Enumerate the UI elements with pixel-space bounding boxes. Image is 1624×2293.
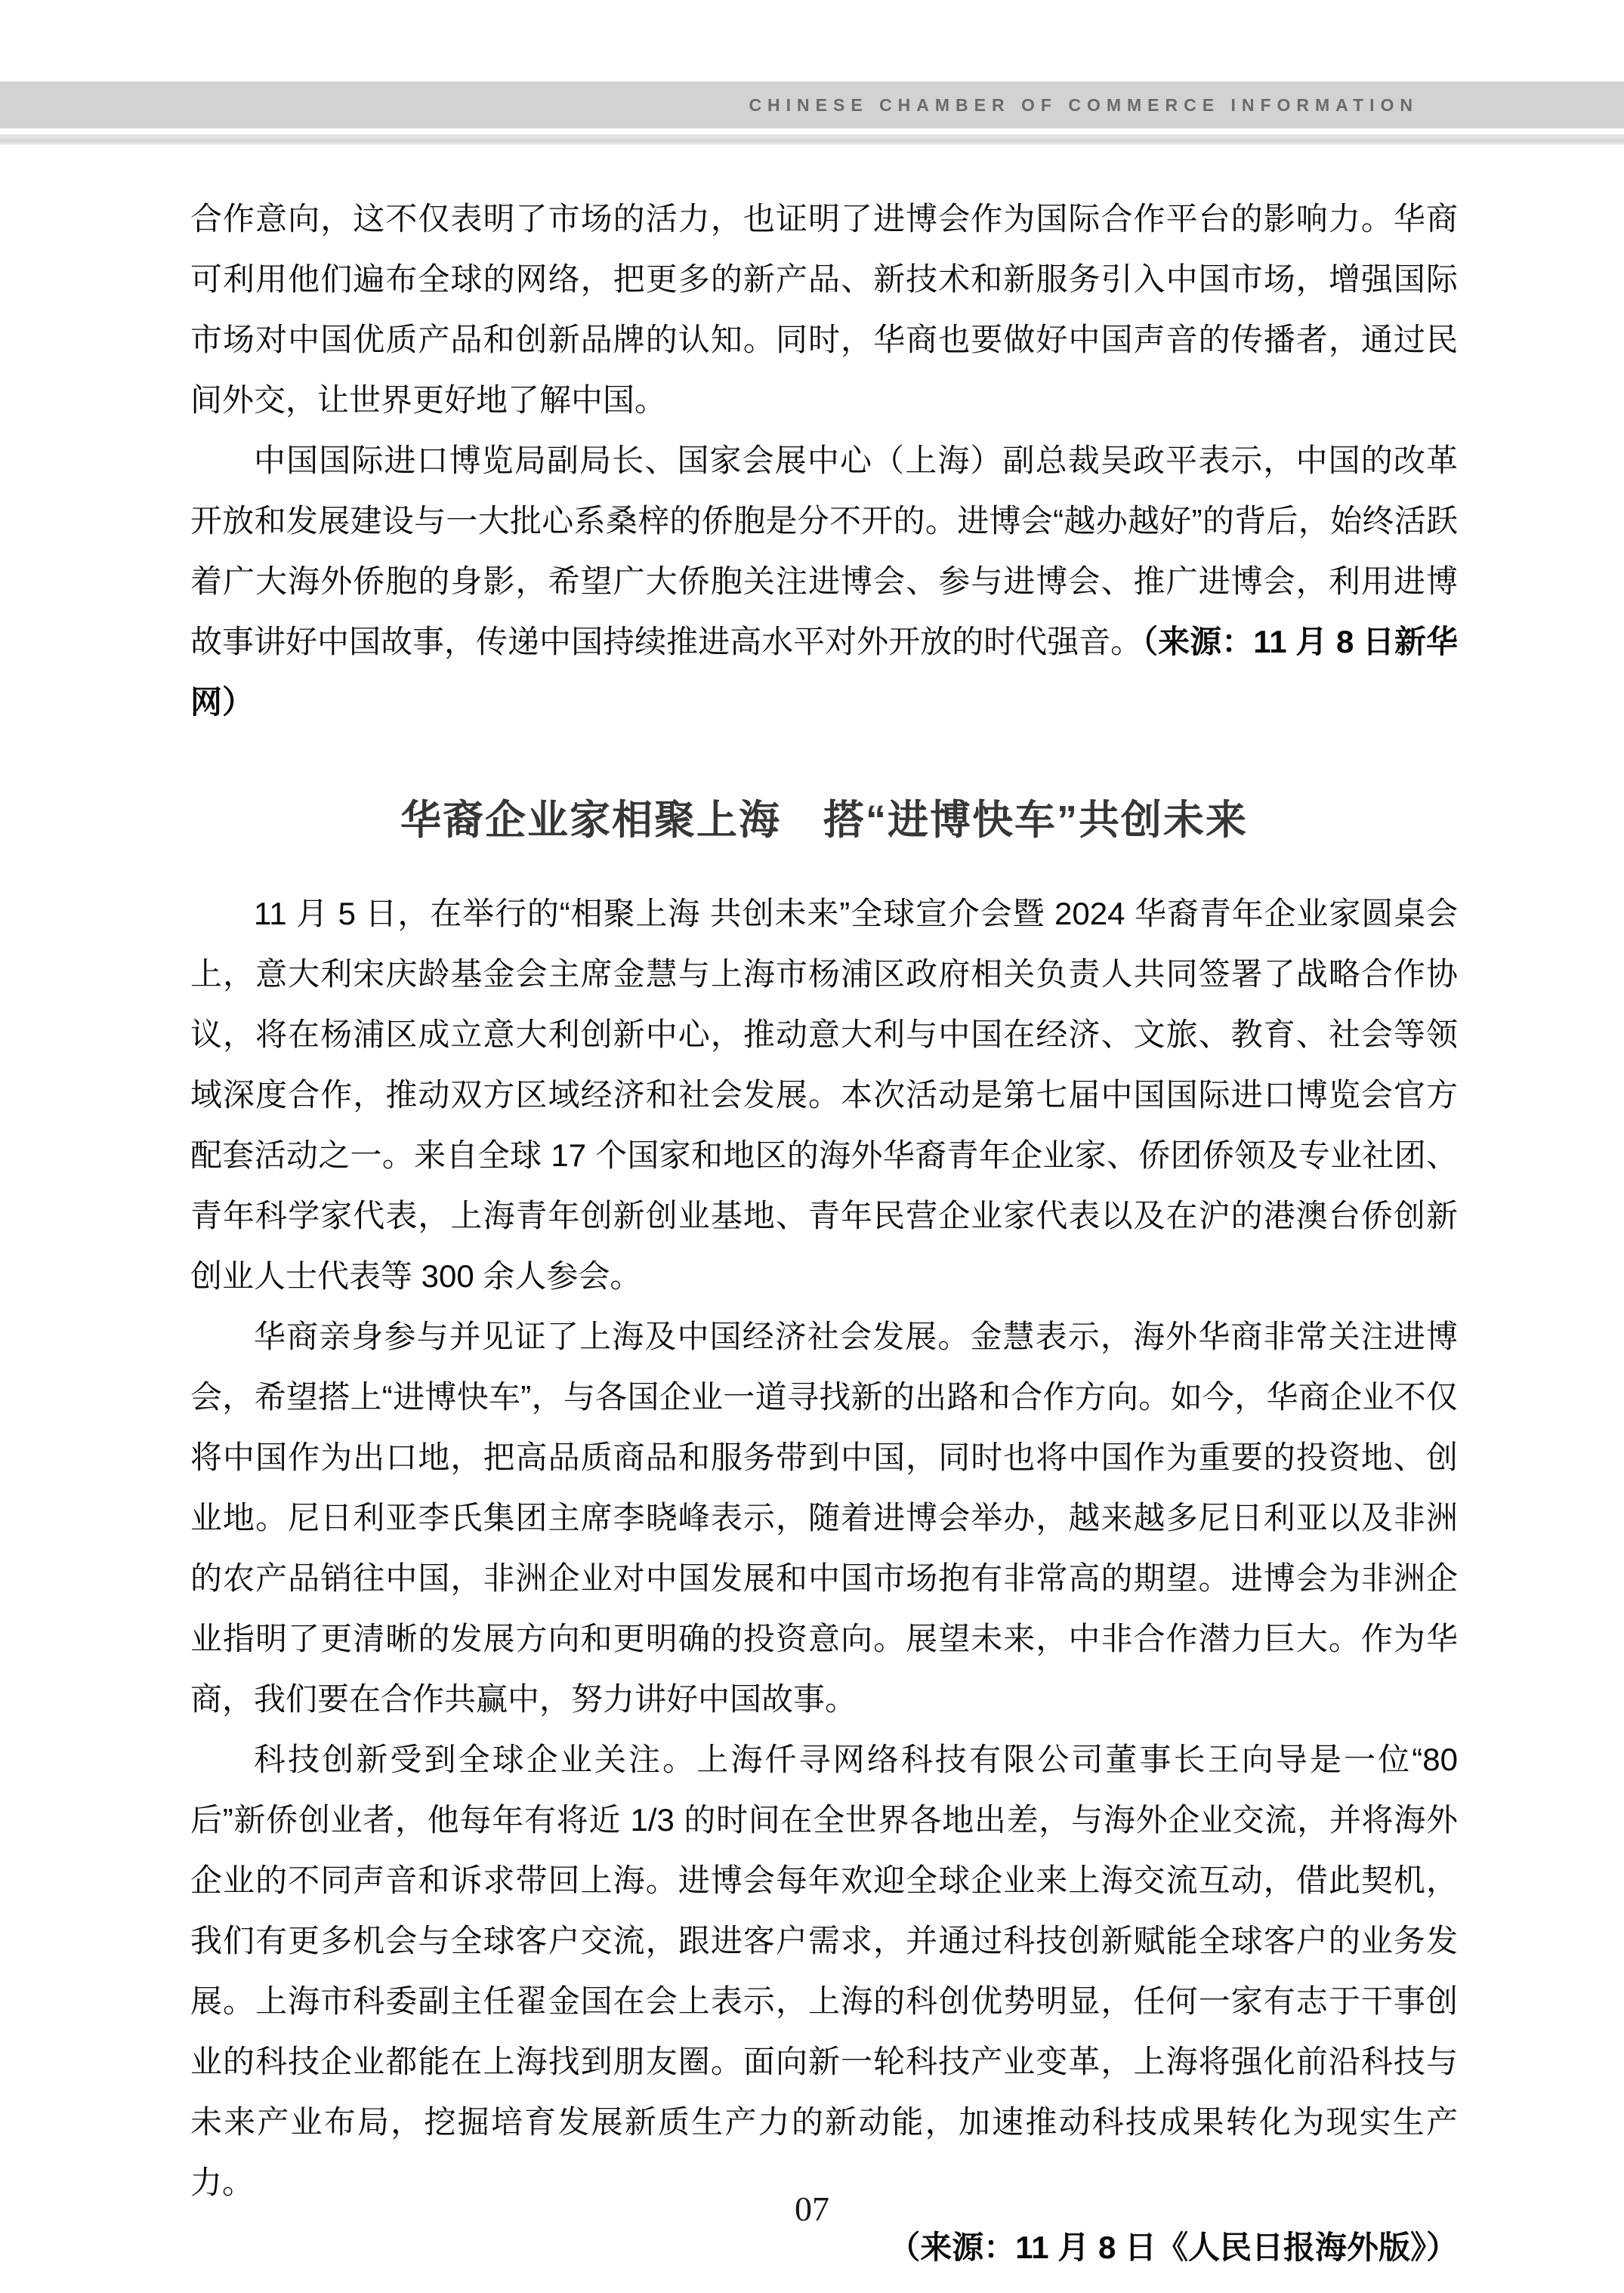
paragraph-continuation xyxy=(190,189,1458,431)
paragraph-2-text: 中国国际进口博览局副局长、国家会展中心（上海）副总裁吴政平表示，中国的改革开放和发展建设与一大批心系桑梓的侨胞是分不开的。进博会“越办越好”的背后，始终活跃着广大海外侨胞的身影，希望广大侨胞关注进博会、参与进博会、推广进博会，利用进博故事讲好中国故事，传递中国持续推进高水平对外开放的时代强音。 xyxy=(190,443,1458,659)
paragraph-wu-zhengping xyxy=(190,431,1458,733)
paragraph-roundtable: 11 月 5 日，在举行的“相聚上海 共创未来”全球宣介会暨 2024 华裔青年企业家圆桌会上，意大利宋庆龄基金会主席金慧与上海市杨浦区政府相关负责人共同签署了战略合作协议，将在杨浦区成立意大利创新中心，推动意大利与中国在经济、文旅、教育、社会等领域深度合作，推动双方区域经济和社会发展。本次活动是第七届中国国际进口博览会官方配套活动之一。来自全球 17 个国家和地区的海外华裔青年企业家、侨团侨领及专业社团、青年科学家代表，上海青年创新创业基地、青年民营企业家代表以及在沪的港澳台侨创新创业人士代表等 300 余人参会。 xyxy=(190,896,1458,1294)
page-number: 07 xyxy=(795,2190,829,2228)
paragraph-1-text: 合作意向，这不仅表明了市场的活力，也证明了进博会作为国际合作平台的影响力。华商可利用他们遍布全球的网络，把更多的新产品、新技术和新服务引入中国市场，增强国际市场对中国优质产品和创新品牌的认知。同时，华商也要做好中国声音的传播者，通过民间外交，让世界更好地了解中国。 xyxy=(190,201,1458,418)
header-banner-stripe xyxy=(0,134,1624,145)
paragraph-tech-innovation: 科技创新受到全球企业关注。上海仟寻网络科技有限公司董事长王向导是一位“80 后”新侨创业者，他每年有将近 1/3 的时间在全世界各地出差，与海外企业交流，并将海外企业的不同声音和诉求带回上海。进博会每年欢迎全球企业来上海交流互动，借此契机，我们有更多机会与全球客户交流，跟进客户需求，并通过科技创新赋能全球客户的业务发展。上海市科委副主任翟金国在会上表示，上海的科创优势明显，任何一家有志于干事创业的科技企业都能在上海找到朋友圈。面向新一轮科技产业变革，上海将强化前沿科技与未来产业布局，挖掘培育发展新质生产力的新动能，加速推动科技成果转化为现实生产力。 xyxy=(190,1742,1458,2200)
page-content xyxy=(190,189,1458,2278)
banner-title: CHINESE CHAMBER OF COMMERCE INFORMATION xyxy=(749,94,1419,115)
header-banner xyxy=(0,82,1624,128)
source-xinhua: （来源：11 月 8 日新华网） xyxy=(190,624,1458,720)
source-people-daily: （来源：11 月 8 日《人民日报海外版》） xyxy=(888,2230,1458,2265)
article-title: 华裔企业家相聚上海 搭“进博快车”共创未来 xyxy=(400,798,1248,843)
paragraph-huashang-participation: 华商亲身参与并见证了上海及中国经济社会发展。金慧表示，海外华商非常关注进博会，希望搭上“进博快车”，与各国企业一道寻找新的出路和合作方向。如今，华商企业不仅将中国作为出口地，把高品质商品和服务带到中国，同时也将中国作为重要的投资地、创业地。尼日利亚李氏集团主席李晓峰表示，随着进博会举办，越来越多尼日利亚以及非洲的农产品销往中国，非洲企业对中国发展和中国市场抱有非常高的期望。进博会为非洲企业指明了更清晰的发展方向和更明确的投资意向。展望未来，中非合作潜力巨大。作为华商，我们要在合作共赢中，努力讲好中国故事。 xyxy=(190,1319,1458,1717)
